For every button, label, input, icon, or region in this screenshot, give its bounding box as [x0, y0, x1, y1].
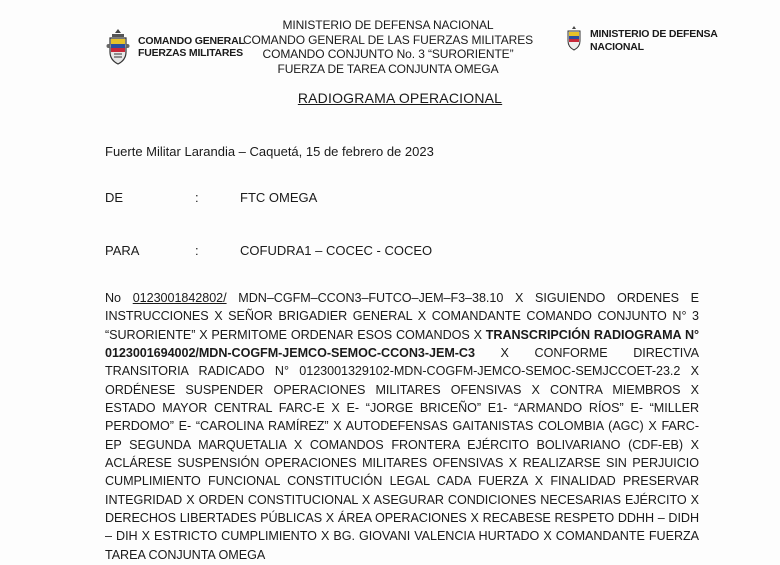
right-org-line1: MINISTERIO DE DEFENSA	[590, 28, 718, 40]
de-label: DE	[105, 190, 124, 205]
body-no-prefix: No	[105, 291, 133, 305]
transcription-reference: TRANSCRIPCIÓN RADIOGRAMA N° 0123001694002/MDN-COGFM-JEMCO-SEMOC-CCON3-JEM-C3	[105, 327, 699, 361]
left-org-line1: COMANDO GENERAL	[138, 35, 245, 47]
de-value: FTC OMEGA	[240, 190, 318, 205]
radiogram-number: 0123001842802/	[132, 291, 227, 305]
para-label: PARA	[105, 243, 140, 258]
letterhead-line-1: MINISTERIO DE DEFENSA NACIONAL	[282, 18, 494, 32]
place-date: Fuerte Militar Larandia – Caquetá, 15 de febrero de 2023	[105, 144, 434, 159]
body-text-b: X CONFORME DIRECTIVA TRANSITORIA RADICADO N° 0123001329102-MDN-COGFM-JEMCO-SEMOC-SEMJCCOET-23.2 X ORDÉNESE SUSPENDER OPERACIONES MILITARES OFENSIVAS X CONTRA MIEMBROS X ESTADO MAYOR CENTRAL FARC-E X E- “JORGE BRICEÑO” E1- “ARMANDO RÍOS” E- “MILLER PERDOMO” E- “CAROLINA RAMÍREZ” X AUTODEFENSAS GAITANISTAS COLOMBIA (AGC) X FARC-EP SEGUNDA MARQUETALIA X COMANDOS FRONTERA EJÉRCITO BOLIVARIANO (CDF-EB) X ACLÁRESE SUSPENSIÓN OPERACIONES MILITARES OFENSIVAS X REALIZARSE SIN PERJUICIO CUMPLIMIENTO FUNCIONAL CONSTITUCIÓN LEGAL CADA FUERZA X FINALIDAD PRESERVAR INTEGRIDAD X ORDEN CONSTITUCIONAL X ASEGURAR CONDICIONES NECESARIAS EJÉRCITO X DERECHOS LIBERTADES PÚBLICAS X ÁREA OPERACIONES X RECABESE RESPETO DDHH – DIDH – DIH X ESTRICTO CUMPLIMIENTO X BG. GIOVANI VALENCIA HURTADO X COMANDANTE FUERZA TAREA CONJUNTA OMEGA	[105, 346, 699, 562]
left-org-line2: FUERZAS MILITARES	[138, 47, 243, 59]
letterhead-line-3: COMANDO CONJUNTO No. 3 “SURORIENTE”	[262, 47, 514, 61]
right-org-name	[590, 28, 718, 54]
letterhead-line-4: FUERZA DE TAREA CONJUNTA OMEGA	[277, 61, 499, 76]
letterhead	[238, 18, 538, 76]
right-org-line2: NACIONAL	[590, 41, 644, 53]
ministry-seal-icon	[566, 25, 582, 51]
para-value: COFUDRA1 – COCEC - COCEO	[240, 243, 433, 258]
document-title: RADIOGRAMA OPERACIONAL	[297, 90, 503, 106]
left-org-name	[138, 35, 245, 59]
radiogram-body	[105, 289, 699, 564]
letterhead-line-2: COMANDO GENERAL DE LAS FUERZAS MILITARES	[242, 32, 534, 47]
para-colon: :	[195, 243, 199, 258]
body-text-a: MDN–CGFM–CCON3–FUTCO–JEM–F3–38.10 X SIGUIENDO ORDENES E INSTRUCCIONES X SEÑOR BRIGADIER GENERAL X COMANDANTE COMANDO CONJUNTO N° 3 “SURORIENTE” X PERMITOME ORDENAR ESOS COMANDOS X	[105, 291, 699, 342]
de-colon: :	[195, 190, 199, 205]
coat-of-arms-icon	[106, 28, 130, 66]
